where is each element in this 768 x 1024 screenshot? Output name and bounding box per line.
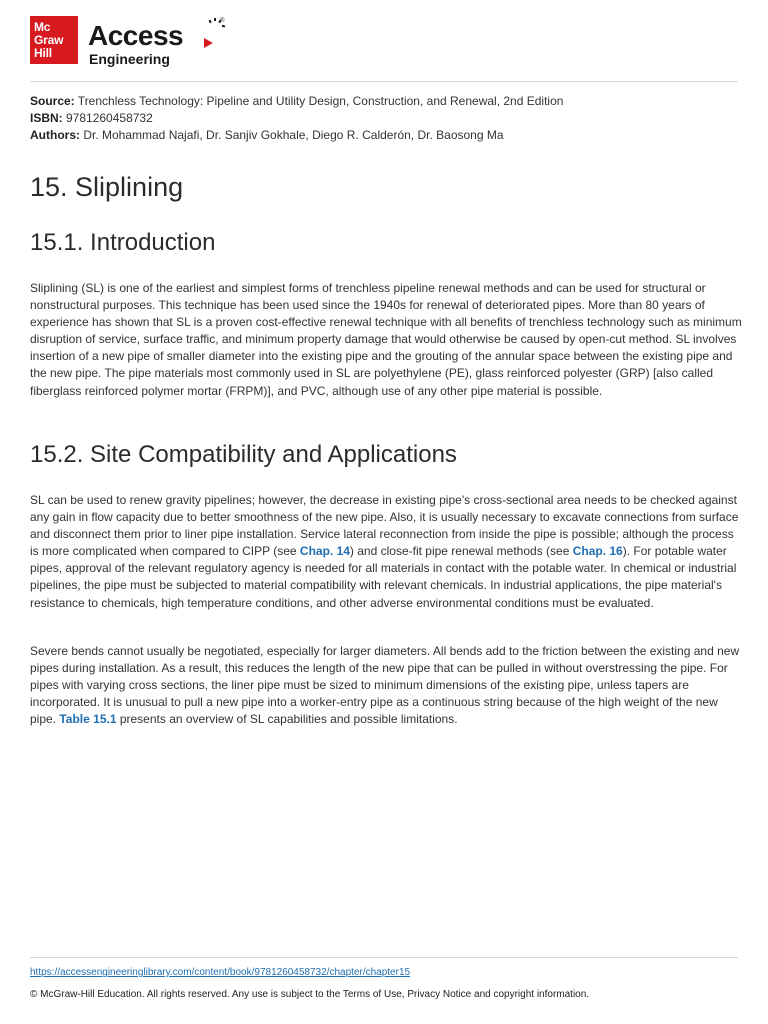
mcgraw-hill-logo[interactable] — [30, 16, 78, 64]
chapter-title: 15. Sliplining — [30, 172, 184, 202]
paragraph-text: SL can be used to renew gravity pipelines; however, the decrease in existing pipe's cross-sectional area needs to be checked against any gain in flow capacity due to better smoothness of the new pipe. Also, it is usually necessary to excavate connections from surface and disconnect them prior to liner pipe installation. Service lateral reconnection from inside the pipe is possible; although the process is more complicated when compared to CIPP (see — [30, 493, 739, 559]
gear-arrow-icon — [200, 16, 226, 50]
chapter-url-link[interactable]: https://accessengineeringlibrary.com/content/book/9781260458732/chapter/chapter15 — [30, 967, 411, 978]
section-heading-introduction: 15.1. Introduction — [30, 229, 216, 256]
paragraph-text: ) and close-fit pipe renewal methods (see — [349, 544, 573, 559]
authors-label: Authors: — [30, 128, 80, 142]
mh-logo-line-1: Mc — [34, 20, 51, 34]
paragraph-text: presents an overview of SL capabilities and possible limitations. — [116, 712, 458, 727]
introduction-paragraph: Sliplining (SL) is one of the earliest and simplest forms of trenchless pipeline renewal methods and can be used for structural or nonstructural purposes. This technique has been used since the 1940s for renewal of deteriorated pipes. More than 80 years of experience has shown that SL is a proven cost-effective renewal technique with all benefits of trenchless technology such as minimum disruption of service, surface traffic, and minimum property damage that would otherwise be caused by open-cut method. SL involves insertion of a new pipe of smaller diameter into the existing pipe and the grouting of the annular space between the existing pipe and the new pipe. The pipe materials most commonly used in SL are polyethylene (PE), glass reinforced polyester (GRP) [also called fiberglass reinforced polymer mortar (FRPM)], and PVC, although use of any other pipe material is possible. — [30, 281, 742, 398]
site-header — [30, 16, 228, 68]
isbn-label: ISBN: — [30, 111, 63, 125]
source-value: Trenchless Technology: Pipeline and Utility Design, Construction, and Renewal, 2nd Edition — [74, 94, 564, 108]
isbn-row — [30, 110, 738, 127]
authors-row — [30, 127, 738, 144]
copyright-notice: © McGraw-Hill Education. All rights reserved. Any use is subject to the Terms of Use, Privacy Notice and copyright information. — [30, 989, 590, 1000]
access-wordmark: Access — [88, 20, 184, 51]
registered-mark: ® — [220, 18, 225, 24]
mh-logo-line-3: Hill — [34, 46, 52, 60]
access-engineering-logo[interactable] — [88, 16, 228, 68]
isbn-value: 9781260458732 — [62, 111, 153, 125]
site-compatibility-paragraph-2 — [30, 643, 742, 728]
chapter-16-link[interactable]: Chap. 16 — [572, 544, 623, 559]
engineering-wordmark: Engineering — [89, 51, 170, 67]
book-metadata — [30, 93, 738, 144]
header-divider — [30, 81, 738, 82]
table-15-1-link[interactable]: Table 15.1 — [59, 712, 117, 727]
footer-divider — [30, 957, 738, 958]
chapter-14-link[interactable]: Chap. 14 — [299, 544, 350, 559]
section-heading-site-compatibility: 15.2. Site Compatibility and Applications — [30, 441, 457, 468]
source-label: Source: — [30, 94, 75, 108]
mh-logo-line-2: Graw — [34, 33, 64, 47]
source-row — [30, 93, 738, 110]
paragraph-text: Severe bends cannot usually be negotiated, especially for larger diameters. All bends add to the friction between the existing and new pipes during installation. As a result, this reduces the length of the new pipe that can be pulled in without overstressing the pipe. For pipes with varying cross sections, the liner pipe must be sized to minimum dimensions of the existing pipe, unless tapers are incorporated. It is unusual to pull a new pipe into a worker-entry pipe as a continuous string because of the high weight of the new pipe. — [30, 644, 740, 727]
authors-value: Dr. Mohammad Najafi, Dr. Sanjiv Gokhale, Diego R. Calderón, Dr. Baosong Ma — [80, 128, 504, 142]
site-compatibility-paragraph-1 — [30, 492, 742, 612]
paragraph-text: ). For potable water pipes, approval of the relevant regulatory agency is needed for all materials in contact with the potable water. In chemical or industrial pipelines, the pipe must be subjected to material compatibility with relevant chemicals. In industrial applications, the pipe material's resistance to chemicals, high temperature conditions, and other adverse environmental conditions must be evaluated. — [30, 544, 737, 610]
